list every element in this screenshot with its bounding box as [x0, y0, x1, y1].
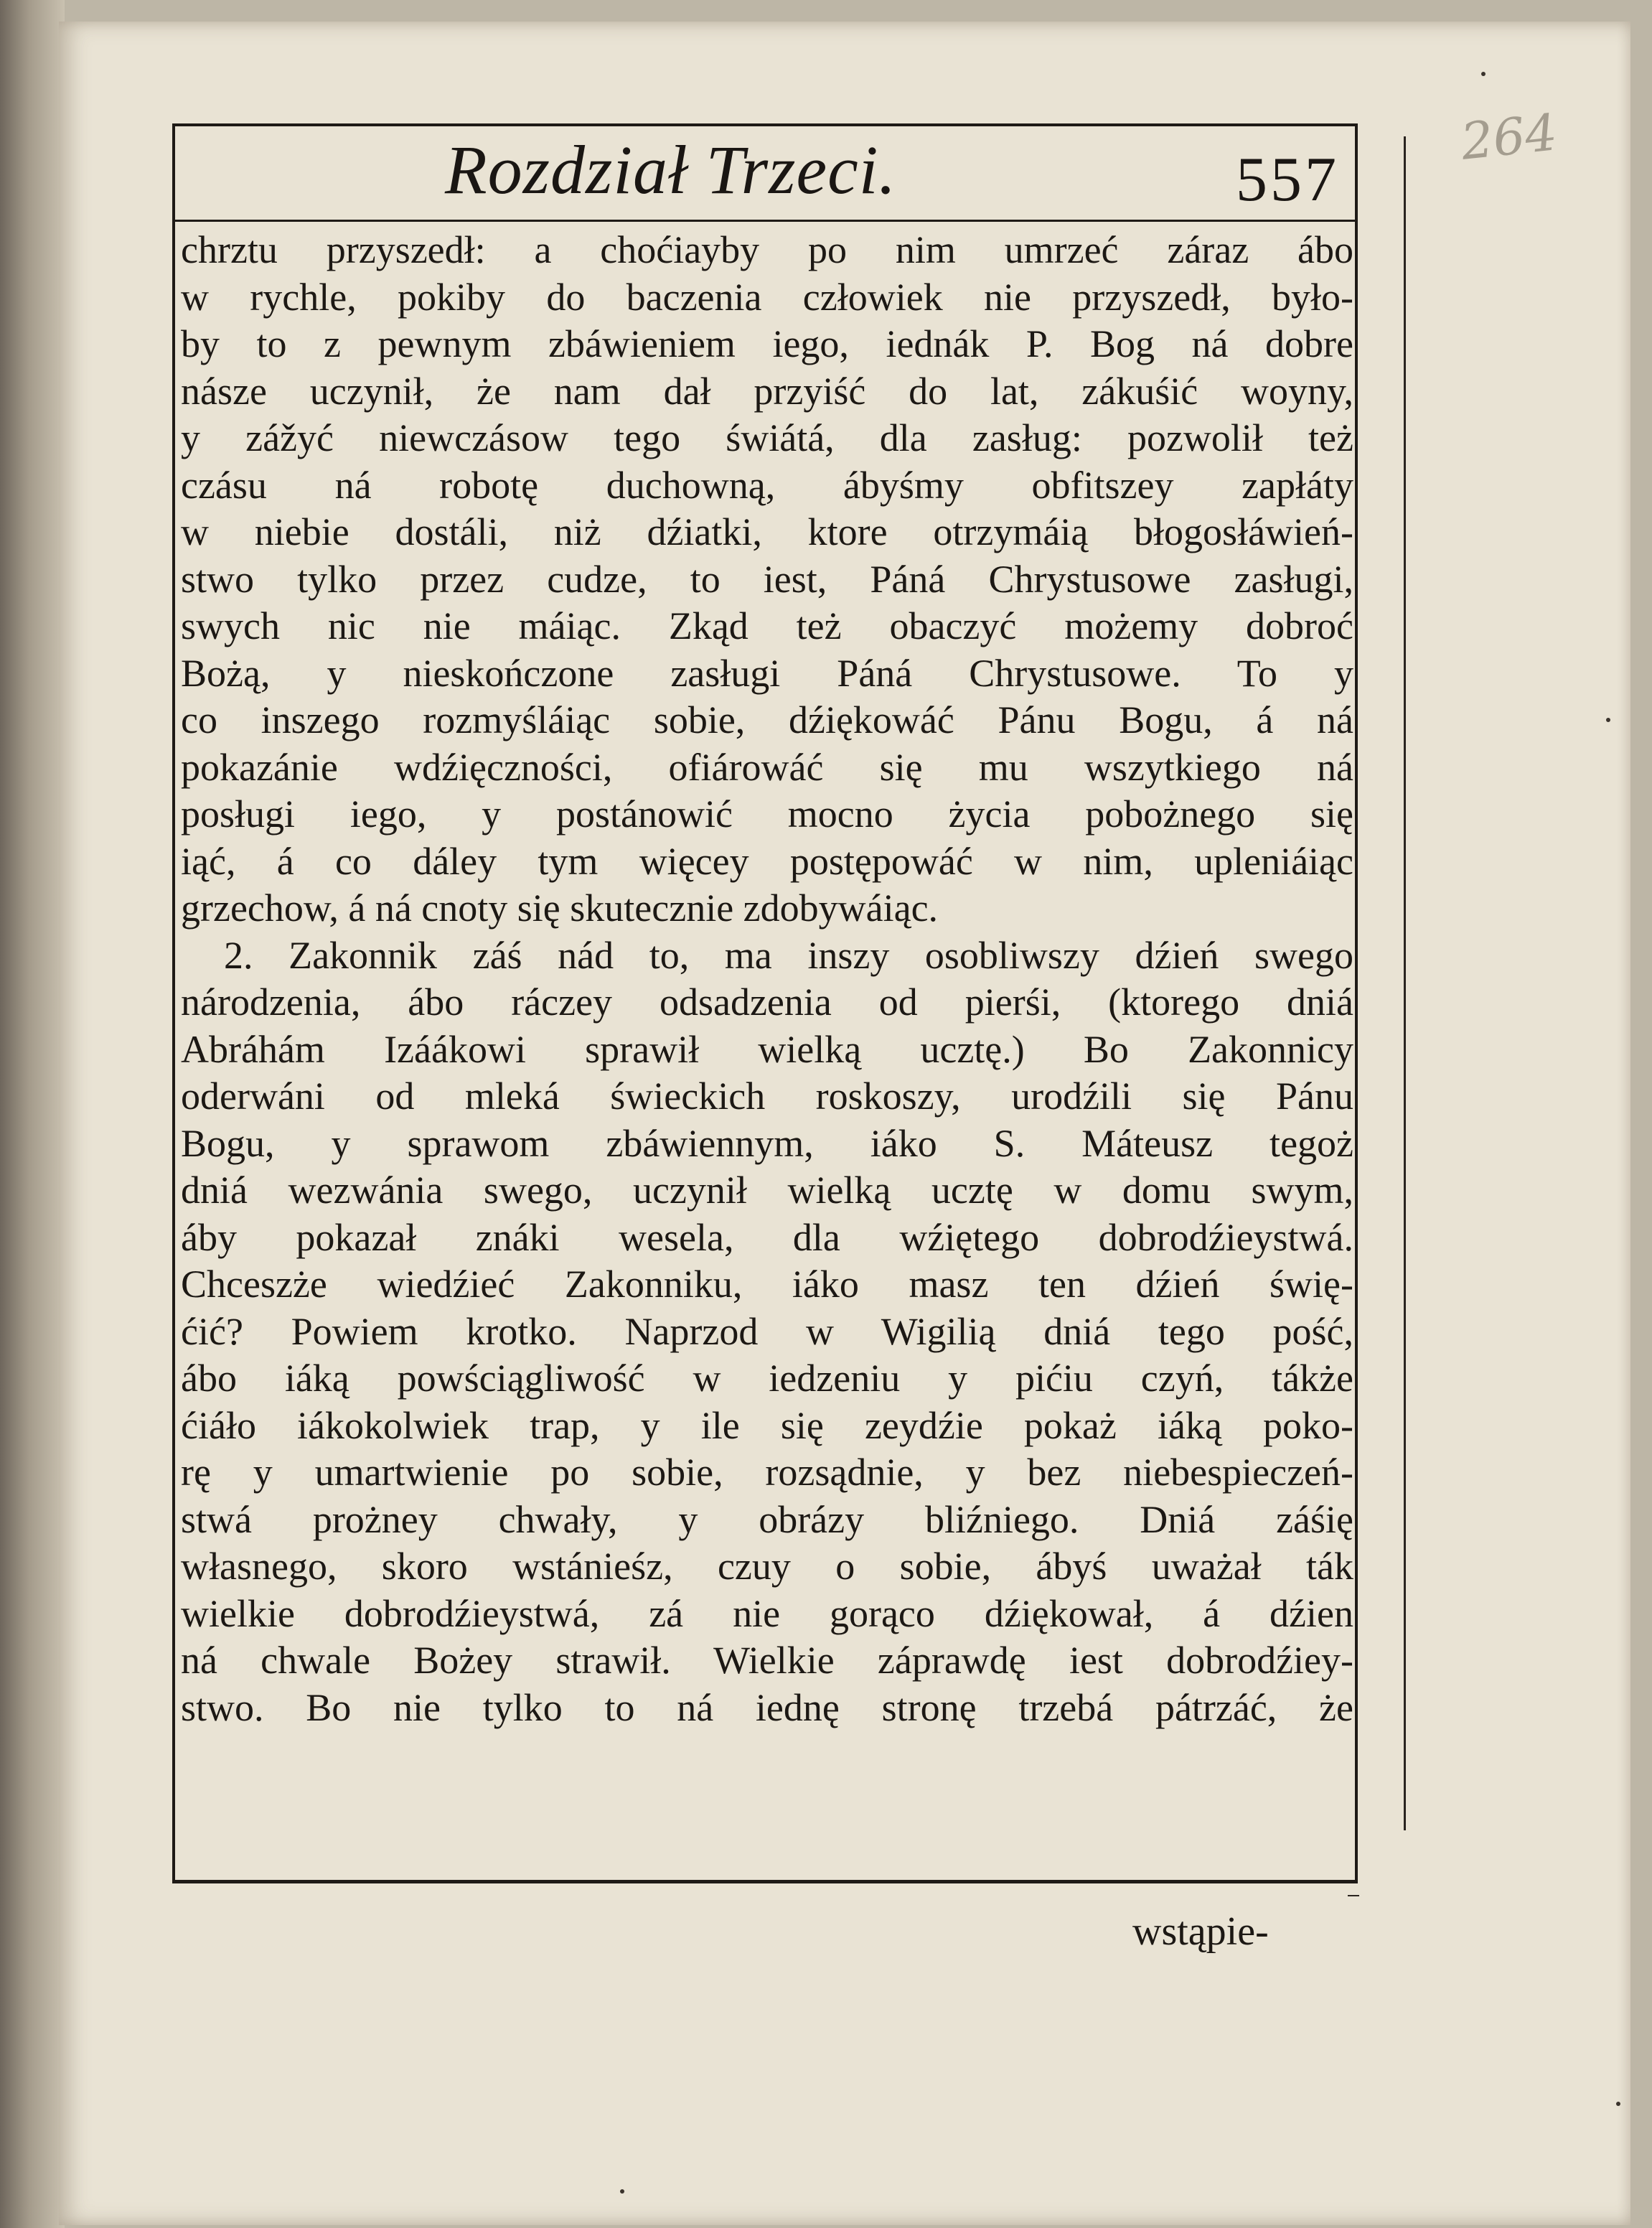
page-number: 557	[1236, 145, 1339, 215]
text-line: stwo. Bo nie tylko to ná iednę stronę trzebá pátrzáć, że	[181, 1685, 1353, 1729]
text-line: ná chwale Bożey strawił. Wielkie záprawdę iest dobrodźiey-	[181, 1639, 1353, 1682]
handwritten-annotation: 264	[1458, 103, 1560, 172]
text-line: iąć, á co dáley tym więcey postępowáć w nim, upleniáiąc	[181, 839, 1353, 883]
book-spine	[0, 0, 65, 2228]
text-line: ábo iáką powściągliwość w iedzeniu y pićiu czyń, tákże	[181, 1357, 1353, 1400]
text-line: národzenia, ábo ráczey odsadzenia od pierśi, (ktorego dniá	[181, 980, 1353, 1024]
text-line: posługi iego, y postánowić mocno życia pobożnego się	[181, 792, 1353, 836]
paper-speck	[1606, 718, 1610, 722]
text-line: pokazánie wdźięczności, ofiárowáć się mu wszytkiego ná	[181, 745, 1353, 789]
outer-rule-tail	[1348, 1895, 1359, 1896]
text-line: stwo tylko przez cudze, to iest, Páná Chrystusowe zasługi,	[181, 557, 1353, 601]
outer-margin-rule	[1404, 136, 1406, 1830]
text-line: ćić? Powiem krotko. Naprzod w Wigilią dniá tego pość,	[181, 1309, 1353, 1353]
text-line: wielkie dobrodźieystwá, zá nie gorąco dźiękował, á dźien	[181, 1591, 1353, 1635]
text-line: rę y umartwienie po sobie, rozsądnie, y bez niebespieczeń-	[181, 1451, 1353, 1494]
paragraph-start-line: 2. Zakonnik záś nád to, ma inszy osobliwszy dźień swego	[224, 933, 1353, 977]
text-line: násze uczynił, że nam dał przyiść do lat, zákuśić woyny,	[181, 369, 1353, 413]
text-line: własnego, skoro wstánieśz, czuy o sobie, ábyś uważał ták	[181, 1545, 1353, 1588]
catchword: wstąpie-	[1132, 1909, 1269, 1954]
text-line: Abráhám Izáákowi sprawił wielką ucztę.) Bo Zakonnicy	[181, 1027, 1353, 1071]
text-line: grzechow, á ná cnoty się skutecznie zdobywáiąc.	[181, 886, 939, 930]
body-text	[181, 227, 1353, 1731]
text-line: Bożą, y nieskończone zasługi Páná Chrystusowe. To y	[181, 651, 1353, 695]
paper-speck	[1481, 72, 1486, 76]
text-line: áby pokazał znáki wesela, dla wźiętego dobrodźieystwá.	[181, 1215, 1353, 1259]
paper-speck	[1616, 2102, 1620, 2106]
text-line: w rychle, pokiby do baczenia człowiek nie przyszedł, było-	[181, 275, 1353, 319]
paper-speck	[620, 2189, 624, 2194]
text-line: y zážyć niewczásow tego świátá, dla zasług: pozwolił też	[181, 416, 1353, 459]
text-line: ćiáło iákokolwiek trap, y ile się zeydźie pokaż iáką poko-	[181, 1403, 1353, 1447]
running-title: Rozdział Trzeci.	[445, 131, 897, 208]
text-line: by to z pewnym zbáwieniem iego, iednák P. Bog ná dobre	[181, 322, 1353, 365]
text-line: Bogu, y sprawom zbáwiennym, iáko S. Máteusz tegoż	[181, 1121, 1353, 1165]
text-line: swych nic nie máiąc. Zkąd też obaczyć możemy dobroć	[181, 604, 1353, 647]
text-line: co inszego rozmyśláiąc sobie, dźiękowáć Pánu Bogu, á ná	[181, 698, 1353, 741]
text-line: w niebie dostáli, niż dźiatki, ktore otrzymáią błogosłáwień-	[181, 510, 1353, 553]
header-rule	[175, 220, 1355, 222]
text-line: dniá wezwánia swego, uczynił wielką ucztę w domu swym,	[181, 1169, 1353, 1212]
text-line: chrztu przyszedł: a choćiayby po nim umrzeć záraz ábo	[181, 228, 1353, 271]
text-line: czásu ná robotę duchowną, ábyśmy obfitszey zapłáty	[181, 463, 1353, 507]
text-line: oderwáni od mleká świeckich roskoszy, urodźili się Pánu	[181, 1075, 1353, 1118]
text-line: stwá prożney chwały, y obrázy bliźniego. Dniá záśię	[181, 1497, 1353, 1541]
text-line: Chceszże wiedźieć Zakonniku, iáko masz ten dźień świę-	[181, 1263, 1353, 1306]
